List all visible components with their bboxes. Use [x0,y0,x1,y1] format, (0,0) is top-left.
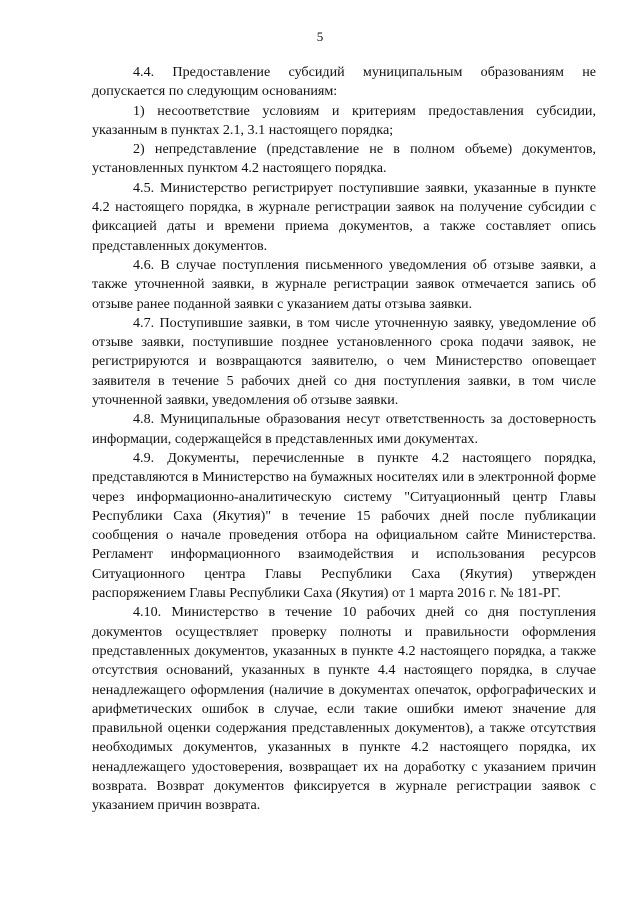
paragraph-4-5: 4.5. Министерство регистрирует поступившие заявки, указанные в пункте 4.2 настоящего порядка, в журнале регистрации заявок на получение субсидии с фиксацией даты и времени приема документов, а также составляет опись представленных документов. [92,179,596,254]
paragraph-4-7: 4.7. Поступившие заявки, в том числе уточненную заявку, уведомление об отзыве заявки, поступившие позднее установленного срока подачи заявок, не регистрируются и возвращаются заявителю, о чем Министерство оповещает заявителя в течение 5 рабочих дней со дня поступления заявки, в том числе уточненной заявки, уведомления об отзыве заявки. [92,314,596,409]
paragraph-4-10: 4.10. Министерство в течение 10 рабочих дней со дня поступления документов осуществляет проверку полноты и правильности оформления представленных документов, указанных в пункте 4.2 настоящего порядка, а также отсутствия оснований, указанных в пункте 4.4 настоящего порядка, в случае ненадлежащего оформления (наличие в документах опечаток, орфографических и арифметических ошибок в случае, если такие ошибки имеют значение для правильной оценки содержания представленных документов), а также отсутствия необходимых документов, указанных в пункте 4.2 настоящего порядка, их ненадлежащего удостоверения, возвращает их на доработку с указанием причин возврата. Возврат документов фиксируется в журнале регистрации заявок с указанием причин возврата. [92,604,596,814]
paragraph-4-6: 4.6. В случае поступления письменного уведомления об отзыве заявки, а также уточненной заявки, в журнале регистрации заявок отмечается запись об отзыве ранее поданной заявки с указанием даты отзыва заявки. [92,256,596,312]
document-body [92,63,596,816]
paragraph-4-4-item-2: 2) непредставление (представление не в полном объеме) документов, установленных пунктом 4.2 настоящего порядка. [92,141,596,177]
paragraph-4-8: 4.8. Муниципальные образования несут ответственность за достоверность информации, содержащейся в представленных ими документах. [92,411,596,447]
paragraph-4-4-item-1: 1) несоответствие условиям и критериям предоставления субсидии, указанным в пунктах 2.1, 3.1 настоящего порядка; [92,102,596,138]
paragraph-4-9: 4.9. Документы, перечисленные в пункте 4.2 настоящего порядка, представляются в Министерство на бумажных носителях или в электронной форме через информационно-аналитическую систему "Ситуационный центр Главы Республики Саха (Якутия)" в течение 15 рабочих дней после публикации сообщения о начале проведения отбора на официальном сайте Министерства. Регламент информационного взаимодействия и использования ресурсов Ситуационного центра Главы Республики Саха (Якутия) утвержден распоряжением Главы Республики Саха (Якутия) от 1 марта 2016 г. № 181-РГ. [92,449,596,602]
paragraph-4-4: 4.4. Предоставление субсидий муниципальным образованиям не допускается по следующим основаниям: [92,64,596,100]
page-number: 5 [316,29,324,44]
